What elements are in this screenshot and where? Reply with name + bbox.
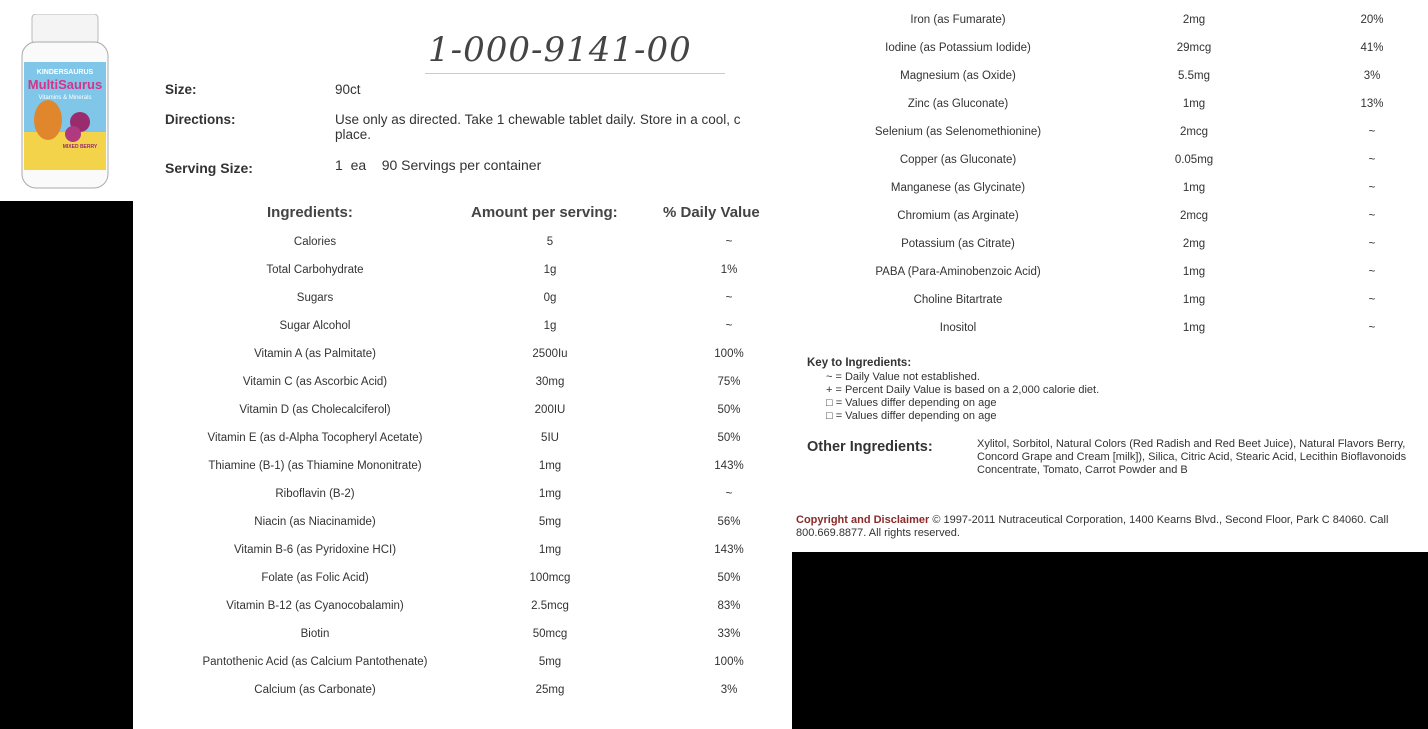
other-ingredients-label: Other Ingredients: — [807, 439, 933, 455]
ingredient-name: Inositol — [939, 322, 977, 334]
ingredient-amount: 50mcg — [532, 628, 568, 640]
ingredient-name: Chromium (as Arginate) — [897, 210, 1019, 222]
directions-label: Directions: — [165, 112, 236, 127]
key-line: □ = Values differ depending on age — [826, 410, 997, 422]
ingredient-name: Calcium (as Carbonate) — [254, 684, 376, 696]
ingredient-name: Riboflavin (B-2) — [275, 488, 355, 500]
daily-value-header: % Daily Value — [663, 204, 760, 221]
ingredient-daily-value: 33% — [717, 628, 741, 640]
ingredient-name: Potassium (as Citrate) — [901, 238, 1015, 250]
ingredient-name: Folate (as Folic Acid) — [261, 572, 369, 584]
ingredient-row — [0, 70, 1428, 90]
ingredient-daily-value: 41% — [1360, 42, 1384, 54]
ingredient-daily-value: ~ — [1368, 322, 1376, 334]
ingredient-amount: 5 — [546, 236, 554, 248]
ingredient-daily-value: 75% — [717, 376, 741, 388]
ingredient-name: Vitamin B-6 (as Pyridoxine HCI) — [233, 544, 397, 556]
ingredient-amount: 25mg — [535, 684, 565, 696]
ingredient-row — [0, 238, 1428, 258]
ingredient-row — [0, 98, 1428, 118]
ingredient-daily-value: ~ — [1368, 126, 1376, 138]
ingredient-name: Total Carbohydrate — [266, 264, 364, 276]
key-title: Key to Ingredients: — [807, 357, 912, 369]
ingredient-row — [0, 182, 1428, 202]
ingredient-name: Iron (as Fumarate) — [910, 14, 1006, 26]
key-line: ~ = Daily Value not established. — [826, 371, 980, 383]
ingredient-amount: 1g — [543, 264, 557, 276]
other-ingredients-text: Xylitol, Sorbitol, Natural Colors (Red Radish and Red Beet Juice), Natural Flavors Berry, Concord Grape and Cream [milk]), Silica, Citric Acid, Stearic Acid, Lecithin Bioflavonoids Concentrate, Tomato, Carrot Powder and B — [977, 438, 1407, 476]
ingredient-row — [0, 572, 1428, 592]
ingredient-amount: 100mcg — [529, 572, 571, 584]
svg-text:MIXED BERRY: MIXED BERRY — [62, 144, 98, 150]
directions-line-2: place. — [335, 127, 372, 142]
ingredient-name: Sugar Alcohol — [279, 320, 351, 332]
key-line: + = Percent Daily Value is based on a 2,000 calorie diet. — [826, 384, 1100, 396]
ingredient-daily-value: ~ — [725, 488, 733, 500]
ingredient-daily-value: 50% — [717, 432, 741, 444]
ingredient-amount: 1mg — [1182, 98, 1206, 110]
ingredient-name: Vitamin D (as Cholecalciferol) — [239, 404, 391, 416]
ingredient-amount: 200IU — [534, 404, 566, 416]
ingredient-name: Sugars — [296, 292, 334, 304]
ingredient-row — [0, 126, 1428, 146]
ingredient-name: Thiamine (B-1) (as Thiamine Mononitrate) — [208, 460, 422, 472]
ingredient-row — [0, 294, 1428, 314]
key-line: □ = Values differ depending on age — [826, 397, 997, 409]
ingredient-row — [0, 266, 1428, 286]
ingredient-daily-value: ~ — [1368, 154, 1376, 166]
ingredient-daily-value: 83% — [717, 600, 741, 612]
ingredient-amount: 1mg — [1182, 322, 1206, 334]
ingredient-daily-value: ~ — [1368, 266, 1376, 278]
ingredient-name: Manganese (as Glycinate) — [890, 182, 1026, 194]
ingredient-daily-value: 20% — [1360, 14, 1384, 26]
ingredient-daily-value: 50% — [717, 404, 741, 416]
ingredient-row — [0, 628, 1428, 648]
ingredient-name: Pantothenic Acid (as Calcium Pantothenate) — [202, 656, 428, 668]
ingredient-row — [0, 154, 1428, 174]
ingredient-row — [0, 348, 1428, 368]
ingredient-row — [0, 544, 1428, 564]
ingredients-header: Ingredients: — [267, 204, 353, 221]
ingredient-name: Zinc (as Gluconate) — [907, 98, 1009, 110]
ingredient-row — [0, 684, 1428, 704]
ingredient-daily-value: 56% — [717, 516, 741, 528]
ingredient-amount: 5mg — [538, 516, 562, 528]
ingredient-daily-value: 100% — [714, 656, 744, 668]
ingredient-daily-value: ~ — [1368, 210, 1376, 222]
ingredient-name: Vitamin C (as Ascorbic Acid) — [242, 376, 388, 388]
ingredient-amount: 2mcg — [1179, 126, 1209, 138]
ingredient-daily-value: ~ — [725, 236, 733, 248]
ingredient-amount: 30mg — [535, 376, 565, 388]
ingredient-amount: 5.5mg — [1178, 70, 1210, 82]
ingredient-daily-value: 13% — [1360, 98, 1384, 110]
ingredient-name: Iodine (as Potassium Iodide) — [885, 42, 1031, 54]
ingredient-row — [0, 600, 1428, 620]
svg-text:MultiSaurus: MultiSaurus — [27, 77, 103, 92]
ingredient-daily-value: 50% — [717, 572, 741, 584]
handwritten-code: 1-000-9141-00 — [428, 30, 692, 70]
ingredient-row — [0, 42, 1428, 62]
ingredient-amount: 29mcg — [1176, 42, 1212, 54]
serving-value: 1 ea 90 Servings per container — [335, 157, 542, 173]
ingredient-daily-value: 143% — [714, 460, 744, 472]
ingredient-amount: 1mg — [538, 544, 562, 556]
ingredient-name: Biotin — [300, 628, 330, 640]
size-value: 90ct — [335, 82, 361, 97]
ingredient-daily-value: 100% — [714, 348, 744, 360]
ingredient-name: Choline Bitartrate — [913, 294, 1003, 306]
ingredient-row — [0, 376, 1428, 396]
copyright-text: © 1997-2011 Nutraceutical Corporation, 1400 Kearns Blvd., Second Floor, Park C 84060. Call 800.669.8877. All rights reserved. — [796, 514, 1389, 539]
ingredient-row — [0, 404, 1428, 424]
ingredient-name: Copper (as Gluconate) — [899, 154, 1017, 166]
ingredient-daily-value: ~ — [1368, 238, 1376, 250]
svg-text:KINDERSAURUS: KINDERSAURUS — [36, 69, 94, 76]
ingredient-daily-value: 3% — [1363, 70, 1381, 82]
size-label: Size: — [165, 82, 197, 97]
ingredient-amount: 5IU — [541, 432, 559, 444]
ingredient-amount: 1mg — [1182, 182, 1206, 194]
ingredient-amount: 2.5mcg — [531, 600, 569, 612]
ingredient-amount: 2mg — [1182, 238, 1206, 250]
ingredient-daily-value: ~ — [725, 292, 733, 304]
ingredient-amount: 0g — [543, 292, 557, 304]
ingredient-daily-value: 143% — [714, 544, 744, 556]
ingredient-amount: 1mg — [538, 488, 562, 500]
ingredient-amount: 1g — [543, 320, 557, 332]
serving-label: Serving Size: — [165, 160, 253, 176]
ingredient-row — [0, 210, 1428, 230]
ingredient-daily-value: 3% — [720, 684, 738, 696]
ingredient-daily-value: 1% — [720, 264, 738, 276]
ingredient-amount: 0.05mg — [1174, 154, 1214, 166]
ingredient-row — [0, 14, 1428, 34]
ingredient-row — [0, 656, 1428, 676]
ingredient-daily-value: ~ — [725, 320, 733, 332]
ingredient-name: Magnesium (as Oxide) — [900, 70, 1016, 82]
ingredient-name: Vitamin B-12 (as Cyanocobalamin) — [226, 600, 404, 612]
ingredient-amount: 1mg — [1182, 266, 1206, 278]
ingredient-name: PABA (Para-Aminobenzoic Acid) — [875, 266, 1041, 278]
ingredient-daily-value: ~ — [1368, 182, 1376, 194]
ingredient-amount: 2500Iu — [532, 348, 568, 360]
ingredient-name: Selenium (as Selenomethionine) — [874, 126, 1042, 138]
ingredient-amount: 5mg — [538, 656, 562, 668]
svg-text:Vitamins & Minerals: Vitamins & Minerals — [38, 95, 92, 101]
ingredient-amount: 1mg — [538, 460, 562, 472]
ingredient-row — [0, 488, 1428, 508]
ingredient-name: Niacin (as Niacinamide) — [254, 516, 376, 528]
ingredient-amount: 2mcg — [1179, 210, 1209, 222]
ingredient-daily-value: ~ — [1368, 294, 1376, 306]
ingredient-amount: 2mg — [1182, 14, 1206, 26]
copyright — [796, 514, 1396, 540]
directions-line-1: Use only as directed. Take 1 chewable tablet daily. Store in a cool, c — [335, 112, 741, 127]
copyright-link[interactable]: Copyright and Disclaimer — [796, 514, 930, 526]
ingredient-row — [0, 322, 1428, 342]
ingredient-name: Vitamin A (as Palmitate) — [254, 348, 376, 360]
amount-header: Amount per serving: — [471, 204, 618, 221]
ingredient-name: Calories — [293, 236, 337, 248]
ingredient-amount: 1mg — [1182, 294, 1206, 306]
ingredient-name: Vitamin E (as d-Alpha Tocopheryl Acetate) — [207, 432, 423, 444]
